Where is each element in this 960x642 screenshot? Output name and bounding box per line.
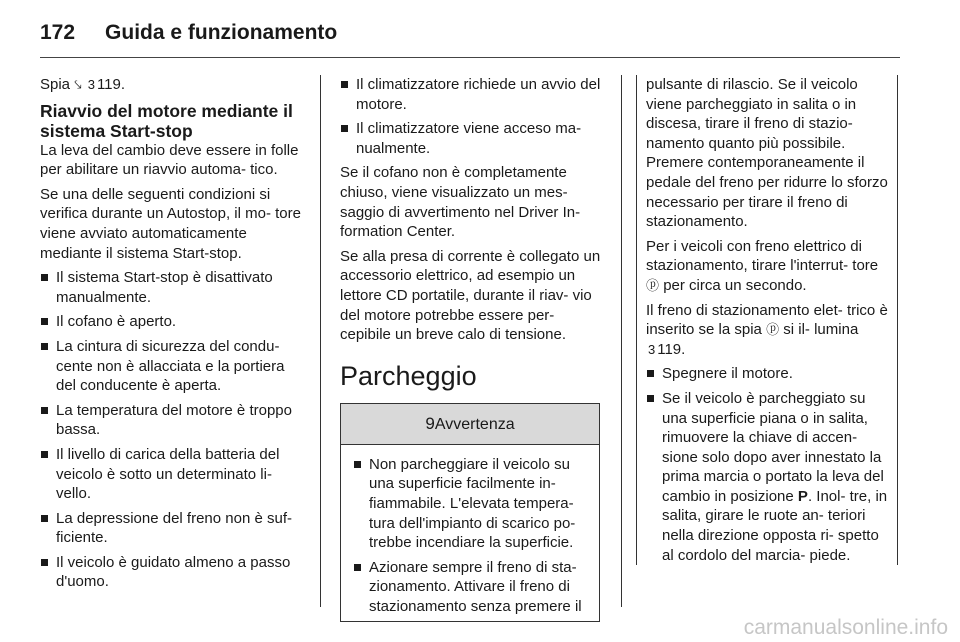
bullet-icon [341,81,348,88]
bullet-icon [354,564,361,571]
page-ref[interactable]: 119. [657,340,686,358]
list-item [646,364,892,384]
list-item [340,119,602,158]
list-item-text: Non parcheggiare il veicolo su una superficie facilmente in- fiammabile. L'elevata tempera- tura dell'impianto di scarico po- trebbe incendiare la superficie. [369,455,576,552]
list-item [646,389,892,565]
bullet-icon [647,395,654,402]
bullet-icon [41,343,48,350]
list-item-text: Il sistema Start-stop è disattivato manualmente. [56,269,273,306]
paragraph-parking-switch [646,237,892,296]
list-item-text: Il livello di carica della batteria del veicolo è sotto un determinato li- vello. [56,445,280,503]
page-ref-arrow-icon: 3 [87,77,95,92]
list-item-text: Il climatizzatore richiede un avvio del motore. [356,76,601,113]
list-item [40,553,305,592]
section-title-parking: Parcheggio [340,360,477,391]
column-2 [340,75,602,622]
header-rule [40,57,900,58]
paragraph: Se il cofano non è completamente chiuso, viene visualizzato un mes- saggio di avvertimento nel Driver In- formation Center. [340,164,581,241]
paragraph: Se alla presa di corrente è collegato un accessorio elettrico, ad esempio un lettore CD portatile, durante il riav- vio del motore potrebbe essere per- cepibile un breve calo di tensione. [340,247,601,344]
column-1 [40,75,305,597]
bullet-icon [41,407,48,414]
list-item-text: La cintura di sicurezza del condu- cente non è allacciata e la portiera del conducente è aperta. [56,337,285,395]
bullet-icon [41,515,48,522]
paragraph-text: per circa un secondo. [663,276,807,294]
bullet-icon [41,451,48,458]
list-item-text: . Inol- tre, in salita, girare le ruote an- teriori nella direzione opposta ri- spetto al cordolo del marcia- piede. [662,487,888,564]
list-item [40,445,305,504]
paragraph-text: Per i veicoli con freno elettrico di stazionamento, tirare l'interrut- tore [646,237,879,275]
spia-reference-line [40,75,305,95]
column-divider-4 [897,75,898,565]
column-divider-2 [621,75,622,607]
paragraph: pulsante di rilascio. Se il veicolo viene parcheggiato in salita o in discesa, tirare il freno di stazio- namento quanto più possibile. Premere contemporaneamente il pedale del freno per ridurre lo sforzo necessario per tirare il freno di stazionamento. [646,76,888,231]
gear-position-p: P [797,487,808,505]
parking-brake-icon: ⓟ [766,322,780,338]
page-ref[interactable]: 119. [96,76,126,93]
list-item-text: Spegnere il motore. [662,365,793,383]
list-item-text: Il cofano è aperto. [56,313,177,331]
list-item-text: La depressione del freno non è suf- ficiente. [56,509,292,547]
list-item [40,268,305,307]
column-divider-1 [320,75,321,607]
bullet-icon [41,318,48,325]
warning-box [340,403,600,623]
list-item [340,75,602,114]
page-number: 172 [40,21,76,44]
column-divider-3 [636,75,637,565]
bullet-icon [354,461,361,468]
list-item [40,337,305,396]
spia-label: Spia [40,76,71,93]
section-heading-restart: Riavvio del motore mediante il sistema Start-stop [40,100,293,141]
paragraph: Se una delle seguenti condizioni si verifica durante un Autostop, il mo- tore viene avviato automaticamente mediante il sistema Start-stop. [40,185,301,262]
list-item-text: Azionare sempre il freno di sta- zionamento. Attivare il freno di stazionamento senza premere il [369,558,582,615]
bullet-icon [647,370,654,377]
list-item [40,509,305,548]
warning-body [341,445,599,617]
list-item-text: Il climatizzatore viene acceso ma- nualmente. [356,120,582,157]
column-3 [646,75,892,570]
list-item [353,455,591,553]
bullet-icon [41,274,48,281]
bullet-icon [41,559,48,566]
warning-header [341,404,599,445]
page-header [40,18,900,48]
start-stop-indicator-icon: ⤥ [74,77,82,92]
paragraph-parking-indicator [646,301,892,360]
list-item-text: La temperatura del motore è troppo bassa. [56,401,292,439]
list-item [353,558,591,617]
list-item [40,312,305,332]
warning-triangle-icon: 9 [425,413,435,433]
page-ref-arrow-icon: 3 [648,341,656,357]
parking-brake-icon: ⓟ [646,277,660,293]
chapter-title: Guida e funzionamento [105,21,338,44]
list-item [40,401,305,440]
list-item-text: Il veicolo è guidato almeno a passo d'uomo. [56,553,291,591]
paragraph-text: Il freno di stazionamento elet- trico è inserito se la spia [646,301,888,339]
paragraph-text: si il- lumina [783,321,859,339]
paragraph: La leva del cambio deve essere in folle per abilitare un riavvio automa- tico. [40,141,299,179]
warning-title: Avvertenza [434,415,515,433]
watermark: carmanualsonline.info [743,616,948,639]
bullet-icon [341,125,348,132]
list-item-text: Se il veicolo è parcheggiato su una superficie piana o in salita, rimuovere la chiave di accen- sione solo dopo aver innestato la prima marcia o portato la leva del cambio in posizione [662,389,884,505]
